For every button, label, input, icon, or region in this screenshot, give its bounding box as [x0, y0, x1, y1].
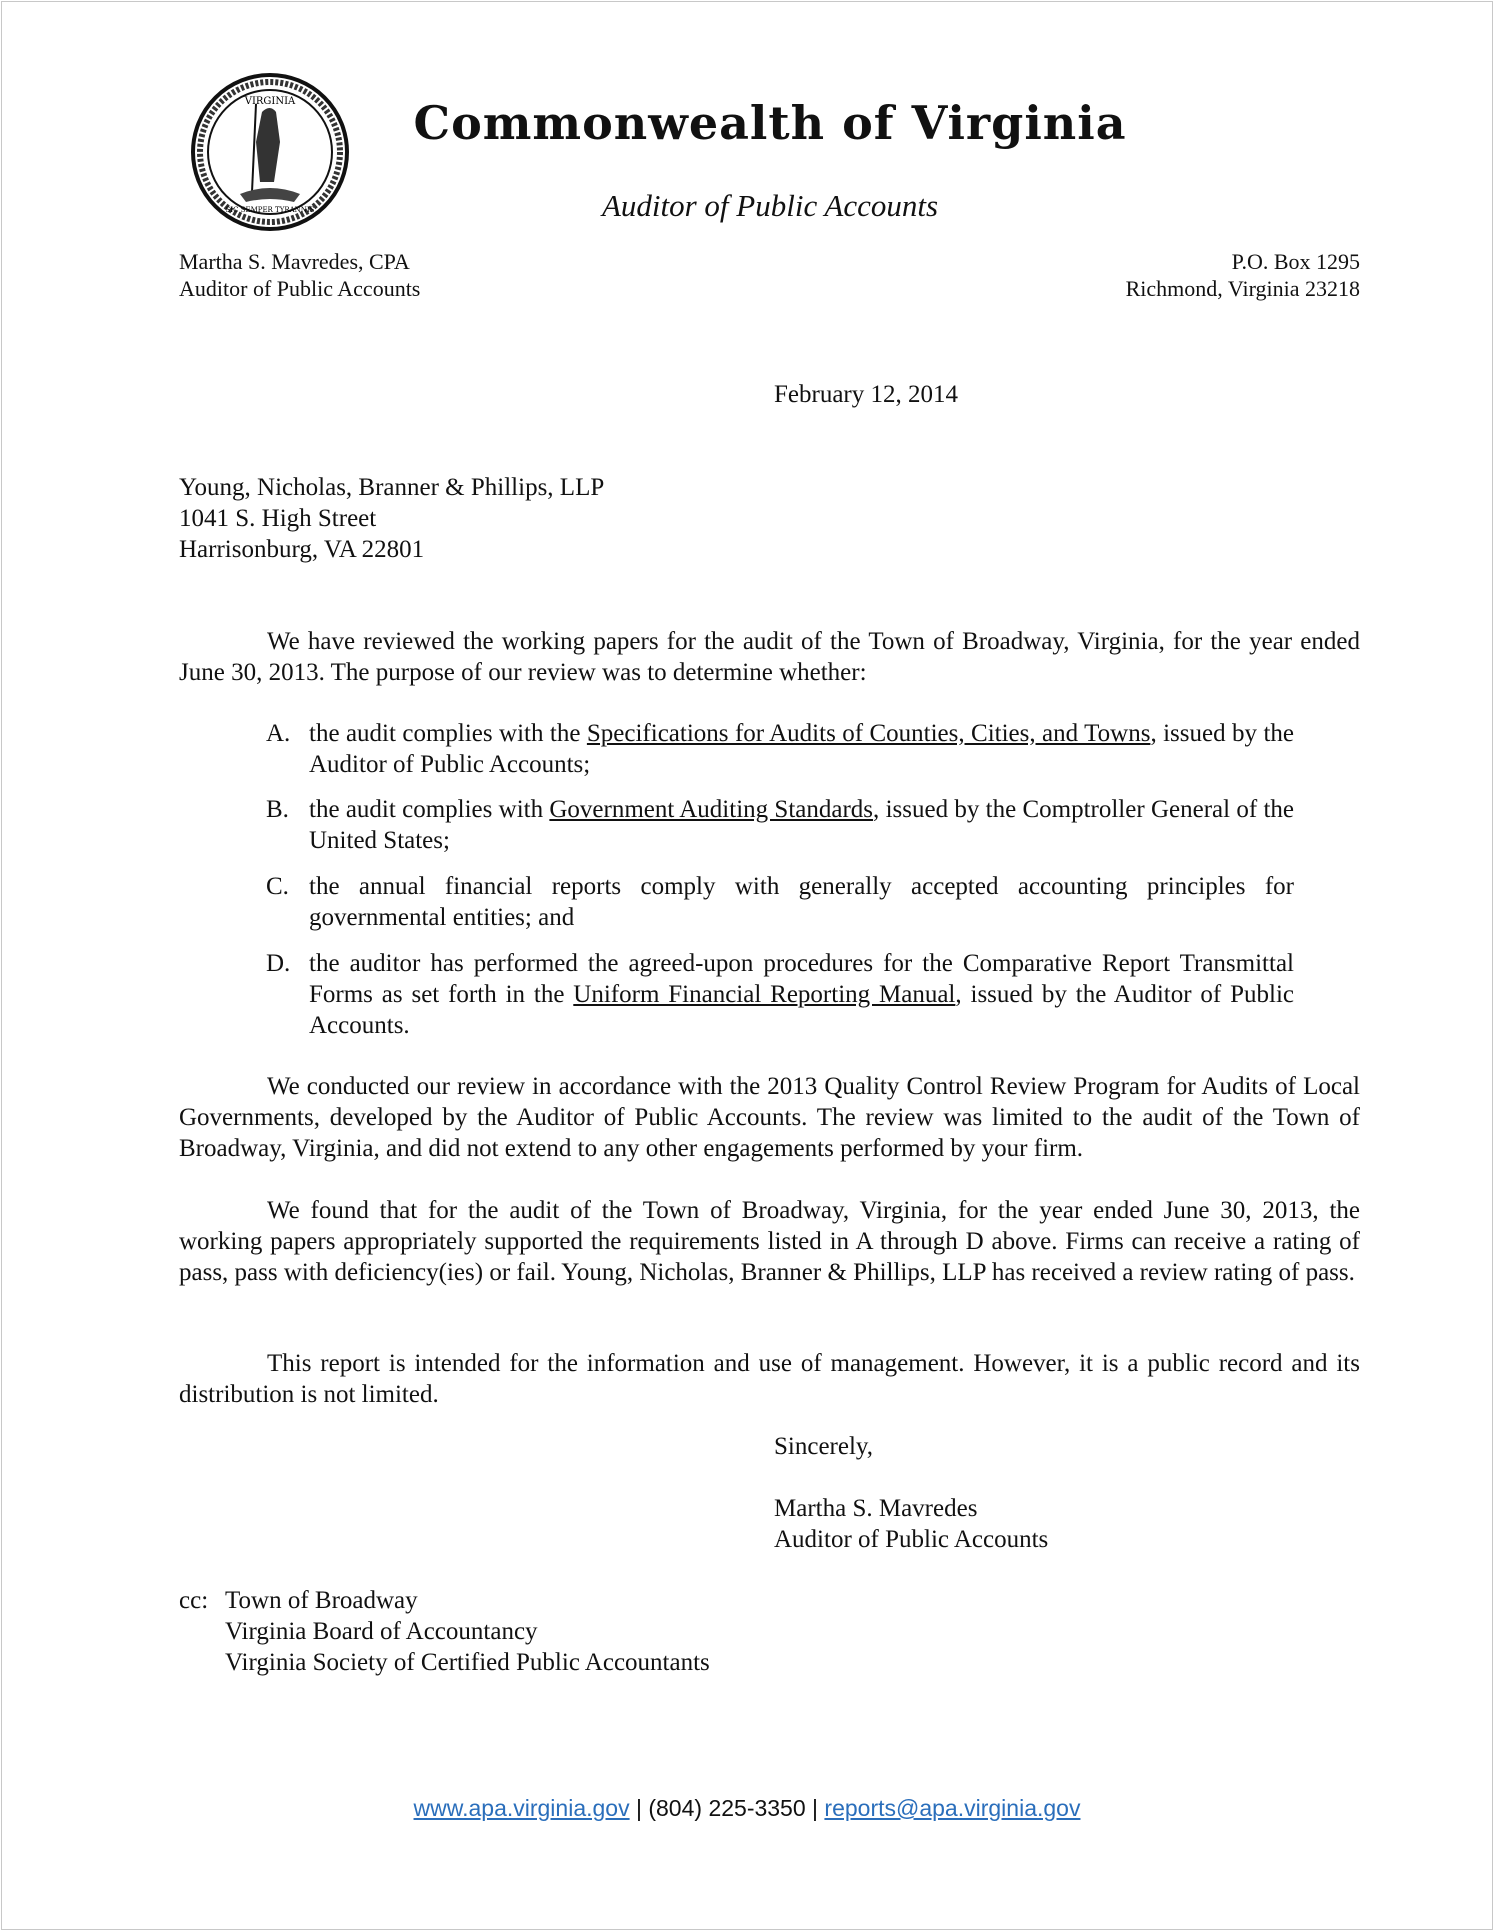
sender-block — [179, 248, 420, 302]
list-label: C. — [266, 873, 289, 900]
list-label: B. — [266, 796, 289, 823]
phone-number: (804) 225-3350 — [648, 1795, 806, 1821]
list-item — [266, 718, 1294, 780]
sender-title: Auditor of Public Accounts — [179, 276, 421, 301]
letterhead-title: Commonwealth of Virginia — [413, 96, 1127, 150]
findings-paragraph — [179, 1195, 1360, 1288]
signer-title: Auditor of Public Accounts — [774, 1526, 1049, 1553]
distribution-paragraph — [179, 1348, 1360, 1410]
list-text: the audit complies with the — [309, 720, 587, 747]
cc-label: cc: — [179, 1587, 209, 1614]
review-text: We conducted our review in accordance with the 2013 Quality Control Review Program for Audits of Local Governments, developed by the Auditor of Public Accounts. The review was limited to the audit of the Town of Broadway, Virginia, and did not extend to any other engagements performed by your firm. — [179, 1073, 1360, 1162]
recipient-line: Harrisonburg, VA 22801 — [179, 536, 425, 563]
signature-block — [774, 1493, 1048, 1555]
list-text: the annual financial reports comply with generally accepted accounting principles for governmental entities; and — [309, 873, 1294, 931]
list-item — [266, 794, 1294, 856]
publication-title: Uniform Financial Reporting Manual — [573, 981, 956, 1008]
svg-text:VIRGINIA: VIRGINIA — [244, 96, 296, 107]
email-link[interactable]: reports@apa.virginia.gov — [824, 1795, 1081, 1821]
recipient-line: 1041 S. High Street — [179, 505, 377, 532]
list-text: the auditor has performed the agreed-upon procedures for the Comparative Report Transmittal Forms as set forth in the — [309, 950, 1294, 1008]
list-label: D. — [266, 950, 291, 977]
separator: | — [812, 1795, 819, 1821]
recipient-line: Young, Nicholas, Branner & Phillips, LLP — [179, 474, 605, 501]
address-block — [1126, 248, 1360, 302]
website-link[interactable]: www.apa.virginia.gov — [413, 1795, 630, 1821]
letter-date: February 12, 2014 — [774, 381, 958, 408]
review-paragraph — [179, 1071, 1360, 1164]
cc-item: Town of Broadway — [225, 1587, 418, 1614]
list-text: the audit complies with — [309, 796, 550, 823]
cc-item: Virginia Society of Certified Public Accountants — [225, 1649, 710, 1676]
list-text: , issued by the Auditor of Public Accounts. — [309, 981, 1294, 1039]
letterhead-subtitle: Auditor of Public Accounts — [601, 188, 939, 223]
po-box: P.O. Box 1295 — [1231, 249, 1360, 274]
sender-name: Martha S. Mavredes, CPA — [179, 249, 410, 274]
publication-title: Government Auditing Standards — [549, 796, 874, 823]
city-state: Richmond, Virginia 23218 — [1125, 276, 1360, 301]
intro-text: We have reviewed the working papers for the audit of the Town of Broadway, Virginia, for the year ended June 30, 2013. The purpose of our review was to determine whether: — [179, 628, 1360, 686]
signer-name: Martha S. Mavredes — [774, 1495, 978, 1522]
cc-item: Virginia Board of Accountancy — [225, 1618, 538, 1645]
cc-block — [179, 1585, 710, 1678]
list-item — [266, 871, 1294, 933]
list-text: , issued by the Auditor of Public Accounts; — [309, 720, 1294, 778]
list-item — [266, 948, 1294, 1041]
closing: Sincerely, — [774, 1433, 874, 1460]
intro-paragraph — [179, 626, 1360, 688]
findings-text: We found that for the audit of the Town of Broadway, Virginia, for the year ended June 30, 2013, the working papers appropriately supported the requirements listed in A through D above. Firms can receive a rating of pass, pass with deficiency(ies) or fail. Young, Nicholas, Branner & Phillips, LLP has received a review rating of pass. — [179, 1197, 1360, 1286]
publication-title: Specifications for Audits of Counties, Cities, and Towns — [586, 720, 1151, 747]
separator: | — [635, 1795, 642, 1821]
footer — [0, 1795, 1494, 1822]
list-text: , issued by the Comptroller General of the United States; — [309, 796, 1295, 854]
distribution-text: This report is intended for the information and use of management. However, it is a public record and its distribution is not limited. — [179, 1350, 1360, 1408]
svg-text:SIC SEMPER TYRANNIS: SIC SEMPER TYRANNIS — [225, 206, 315, 214]
recipient-block — [179, 472, 604, 565]
list-label: A. — [266, 720, 291, 747]
